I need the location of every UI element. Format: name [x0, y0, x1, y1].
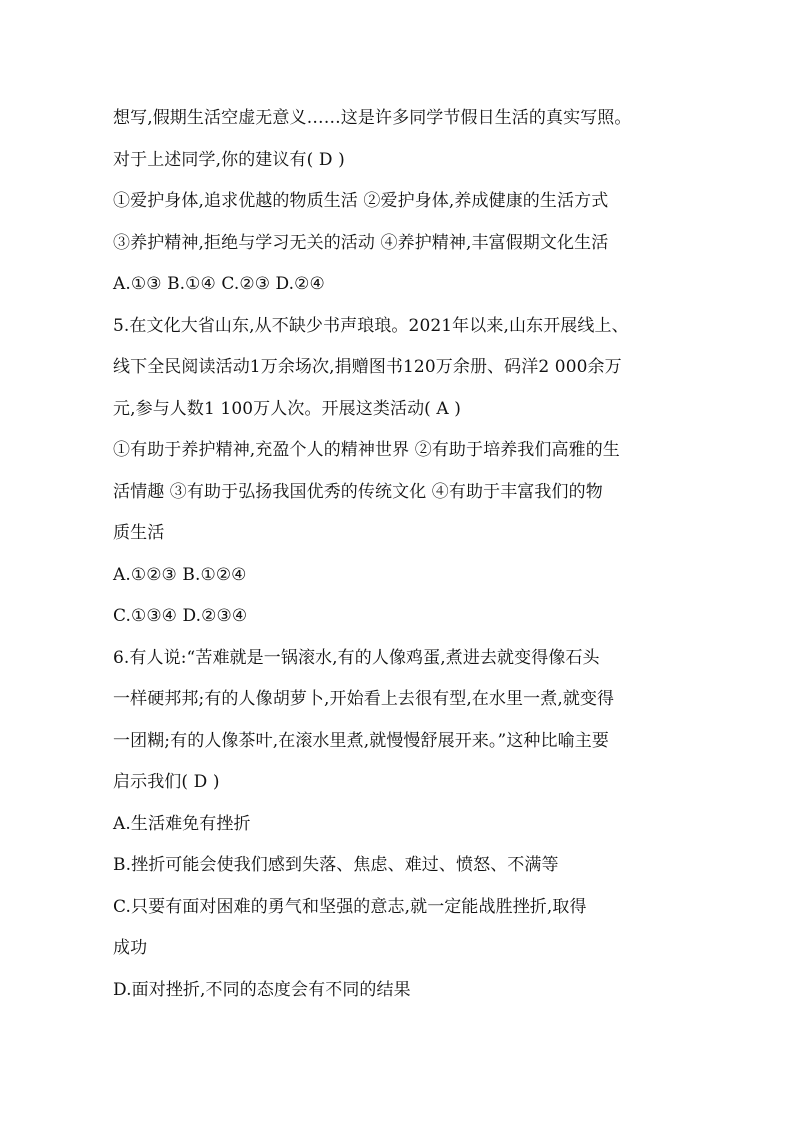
question-5-statements: ①有助于养护精神,充盈个人的精神世界 ②有助于培养我们高雅的生: [113, 440, 620, 460]
question-5-statements: 质生活: [113, 523, 165, 543]
question-6-option-a: A.生活难免有挫折: [113, 813, 251, 834]
question-5-stem: 线下全民阅读活动1万余场次,捐赠图书120万余册、码洋2 000余万: [113, 357, 622, 377]
question-5-statements: 活情趣 ③有助于弘扬我国优秀的传统文化 ④有助于丰富我们的物: [113, 481, 603, 502]
question-6-option-c: C.只要有面对困难的勇气和坚强的意志,就一定能战胜挫折,取得: [113, 896, 587, 917]
question-4-stem-end: 对于上述同学,你的建议有( D ): [113, 149, 345, 170]
question-5-stem: 5.在文化大省山东,从不缺少书声琅琅。2021年以来,山东开展线上、: [113, 315, 629, 336]
question-6-stem: 6.有人说:“苦难就是一锅滚水,有的人像鸡蛋,煮进去就变得像石头: [113, 647, 600, 668]
question-5-options: C.①③④ D.②③④: [113, 606, 248, 626]
question-6-stem: 一团糊;有的人像茶叶,在滚水里煮,就慢慢舒展开来。”这种比喻主要: [113, 730, 609, 751]
question-text-block: [113, 98, 693, 1011]
question-4-options: A.①③ B.①④ C.②③ D.②④: [113, 274, 325, 294]
question-6-stem: 一样硬邦邦;有的人像胡萝卜,开始看上去很有型,在水里一煮,就变得: [113, 689, 615, 709]
question-4-statements: ③养护精神,拒绝与学习无关的活动 ④养护精神,丰富假期文化生活: [113, 232, 609, 253]
question-6-option-b: B.挫折可能会使我们感到失落、焦虑、难过、愤怒、不满等: [113, 855, 559, 875]
question-6-stem-end: 启示我们( D ): [113, 772, 220, 792]
question-6-option-c: 成功: [113, 938, 148, 958]
question-6-option-d: D.面对挫折,不同的态度会有不同的结果: [113, 979, 411, 1000]
question-4-statements: ①爱护身体,追求优越的物质生活 ②爱护身体,养成健康的生活方式: [113, 191, 609, 211]
text-line: 想写,假期生活空虚无意义……这是许多同学节假日生活的真实写照。: [113, 108, 632, 128]
question-5-options: A.①②③ B.①②④: [113, 564, 247, 585]
question-5-stem-end: 元,参与人数1 100万人次。开展这类活动( A ): [113, 398, 462, 419]
